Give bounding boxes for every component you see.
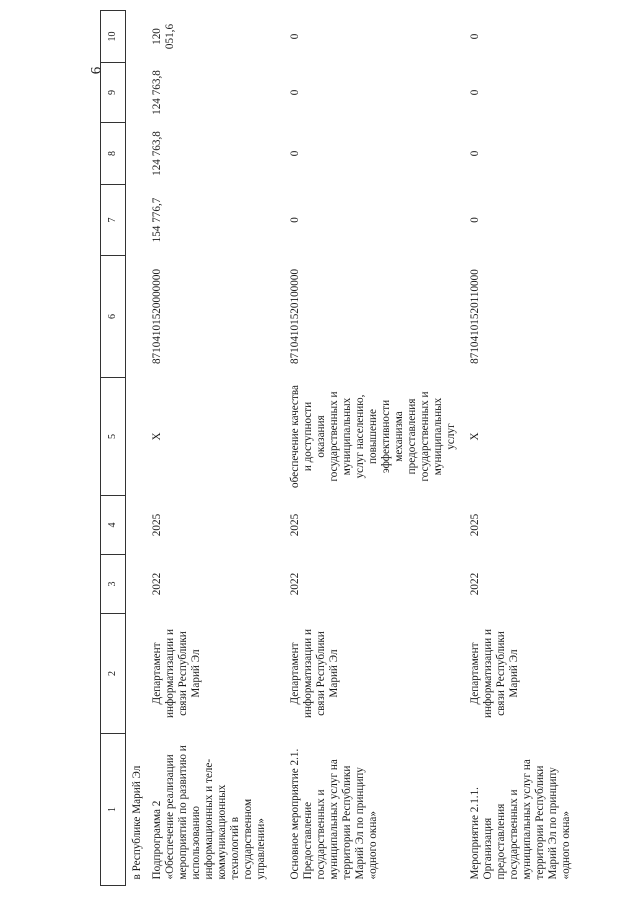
cell-value-7: 0 bbox=[468, 217, 481, 223]
cell-executor: Департамент информатизации и связи Республики Марий Эл bbox=[288, 629, 340, 718]
cell-result: Х bbox=[150, 432, 163, 441]
header-col-10: 10 bbox=[101, 11, 126, 63]
table-row bbox=[284, 11, 464, 886]
cell-value-8: 0 bbox=[288, 150, 301, 157]
cell-end-year: 2025 bbox=[150, 513, 163, 537]
header-col-4: 4 bbox=[101, 496, 126, 555]
cell-name: Основное мероприятие 2.1. Предоставление государственных и муниципальных услуг на территории Республики Марий Эл по принципу «одного окна» bbox=[288, 748, 379, 880]
cell-end-year: 2025 bbox=[288, 513, 301, 537]
header-col-3: 3 bbox=[101, 555, 126, 614]
cell-name: Подпрограмма 2 «Обеспечение реализации мероприятий по развитию и использованию информационных и теле-коммуникационных технологий в государственном управлении» bbox=[150, 745, 267, 880]
cell-end-year: 2025 bbox=[468, 513, 481, 537]
cell-name: Мероприятие 2.1.1. Организация предоставления государственных и муниципальных услуг на территории Республики Марий Эл по принципу «одного окна» bbox=[468, 759, 572, 880]
cell-value-7: 154 776,7 bbox=[150, 197, 163, 243]
cell-result: обеспечение качества и доступности оказания государственных и муниципальных услуг населению, повышение эффективности механизма предоставления государственных и муниципальных услуг bbox=[288, 385, 457, 488]
header-col-6: 6 bbox=[101, 256, 126, 378]
continuation-row bbox=[126, 11, 146, 886]
continuation-text: в Республике Марий Эл bbox=[131, 765, 143, 880]
cell-executor: Департамент информатизации и связи Республики Марий Эл bbox=[150, 629, 202, 718]
cell-executor: Департамент информатизации и связи Республики Марий Эл bbox=[468, 629, 520, 718]
cell-result: Х bbox=[468, 432, 481, 441]
cell-value-9: 0 bbox=[468, 89, 481, 96]
header-col-1: 1 bbox=[101, 734, 126, 886]
program-table bbox=[100, 10, 578, 886]
page-number: 6 bbox=[88, 66, 105, 75]
cell-value-10: 120 051,6 bbox=[150, 23, 176, 50]
cell-code: 87104101520100000 bbox=[288, 268, 301, 365]
cell-start-year: 2022 bbox=[288, 572, 301, 596]
header-col-9: 9 bbox=[101, 63, 126, 123]
header-col-7: 7 bbox=[101, 185, 126, 256]
cell-code: 87104101520110000 bbox=[468, 269, 481, 364]
cell-value-8: 0 bbox=[468, 150, 481, 157]
cell-start-year: 2022 bbox=[150, 572, 163, 596]
cell-value-10: 0 bbox=[468, 33, 481, 40]
cell-start-year: 2022 bbox=[468, 572, 481, 596]
cell-value-8: 124 763,8 bbox=[150, 131, 163, 176]
table-row bbox=[464, 11, 578, 886]
header-row bbox=[101, 11, 126, 886]
header-col-8: 8 bbox=[101, 123, 126, 185]
header-col-2: 2 bbox=[101, 614, 126, 734]
header-col-5: 5 bbox=[101, 378, 126, 496]
cell-value-7: 0 bbox=[288, 217, 301, 223]
cell-value-10: 0 bbox=[288, 33, 301, 40]
cell-value-9: 0 bbox=[288, 89, 301, 96]
cell-value-9: 124 763,8 bbox=[150, 70, 163, 115]
cell-code: 87104101520000000 bbox=[150, 268, 163, 365]
table-row bbox=[146, 11, 284, 886]
